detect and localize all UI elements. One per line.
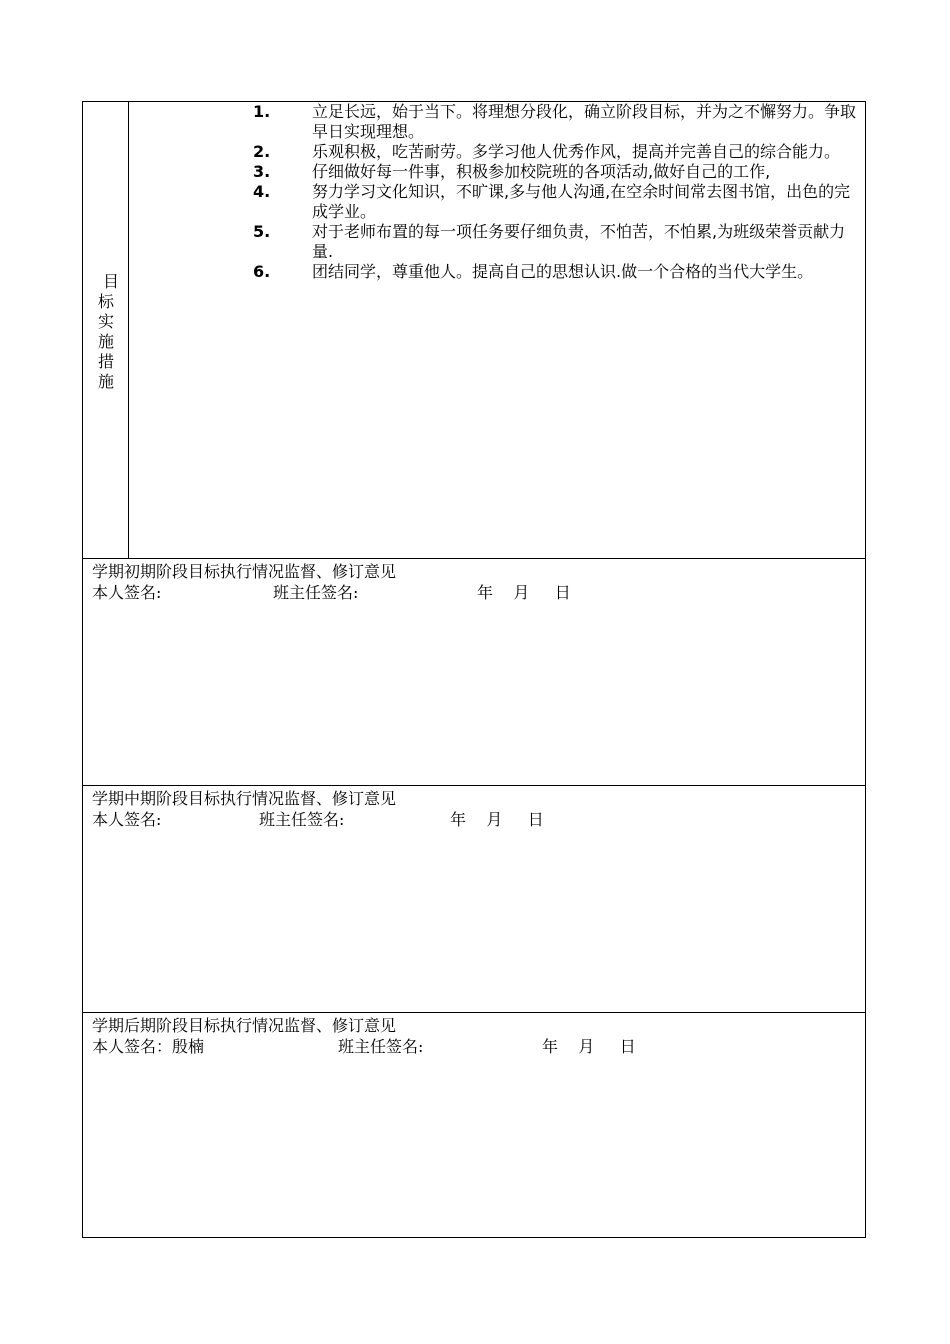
teacher-signature-label: 班主任签名:	[273, 583, 359, 602]
item-text: 仔细做好每一件事，积极参加校院班的各项活动,做好自己的工作,	[312, 162, 771, 181]
item-number: 1.	[253, 102, 271, 121]
item-number: 6.	[253, 262, 271, 281]
label-char: 标	[97, 292, 114, 311]
item-text: 对于老师布置的每一项任务要仔细负责，不怕苦，不怕累,为班级荣誉贡献力量.	[312, 222, 846, 261]
label-char: 目	[102, 272, 119, 291]
item-number: 4.	[253, 182, 271, 201]
section-title: 学期初期阶段目标执行情况监督、修订意见	[92, 562, 397, 581]
self-signature-label: 本人签名:	[92, 810, 162, 829]
goal-form-table	[82, 101, 866, 1238]
item-text: 团结同学，尊重他人。提高自己的思想认识.做一个合格的当代大学生。	[312, 262, 814, 281]
list-item	[253, 262, 863, 282]
goal-measures-row	[83, 102, 865, 559]
self-signature-label: 本人签名：殷楠	[92, 1037, 205, 1056]
item-text: 努力学习文化知识，不旷课,多与他人沟通,在空余时间常去图书馆，出色的完成学业。	[312, 182, 851, 221]
item-number: 3.	[253, 162, 271, 181]
section-title: 学期中期阶段目标执行情况监督、修订意见	[92, 789, 397, 808]
item-text: 立足长远，始于当下。将理想分段化，确立阶段目标，并为之不懈努力。争取早日实现理想。	[312, 102, 857, 141]
list-item	[253, 222, 863, 262]
measures-list	[253, 102, 863, 282]
label-char: 施	[97, 332, 114, 351]
goal-measures-vertical-label	[83, 272, 129, 392]
label-char: 施	[97, 372, 114, 391]
list-item	[253, 162, 863, 182]
list-item	[253, 142, 863, 162]
date-label: 年 月 日	[477, 583, 571, 602]
mid-term-review-section	[83, 785, 865, 1013]
label-char: 措	[97, 352, 114, 371]
label-char: 实	[97, 312, 114, 331]
item-number: 2.	[253, 142, 271, 161]
list-item	[253, 102, 863, 142]
late-term-review-section	[83, 1012, 865, 1239]
self-signature-label: 本人签名:	[92, 583, 162, 602]
goal-measures-label-cell	[83, 102, 129, 558]
list-item	[253, 182, 863, 222]
teacher-signature-label: 班主任签名:	[338, 1037, 424, 1056]
date-label: 年 月 日	[542, 1037, 636, 1056]
teacher-signature-label: 班主任签名:	[259, 810, 345, 829]
item-text: 乐观积极，吃苦耐劳。多学习他人优秀作风，提高并完善自己的综合能力。	[312, 142, 841, 161]
early-term-review-section	[83, 558, 865, 786]
item-number: 5.	[253, 222, 271, 241]
section-title: 学期后期阶段目标执行情况监督、修订意见	[92, 1016, 397, 1035]
date-label: 年 月 日	[450, 810, 544, 829]
